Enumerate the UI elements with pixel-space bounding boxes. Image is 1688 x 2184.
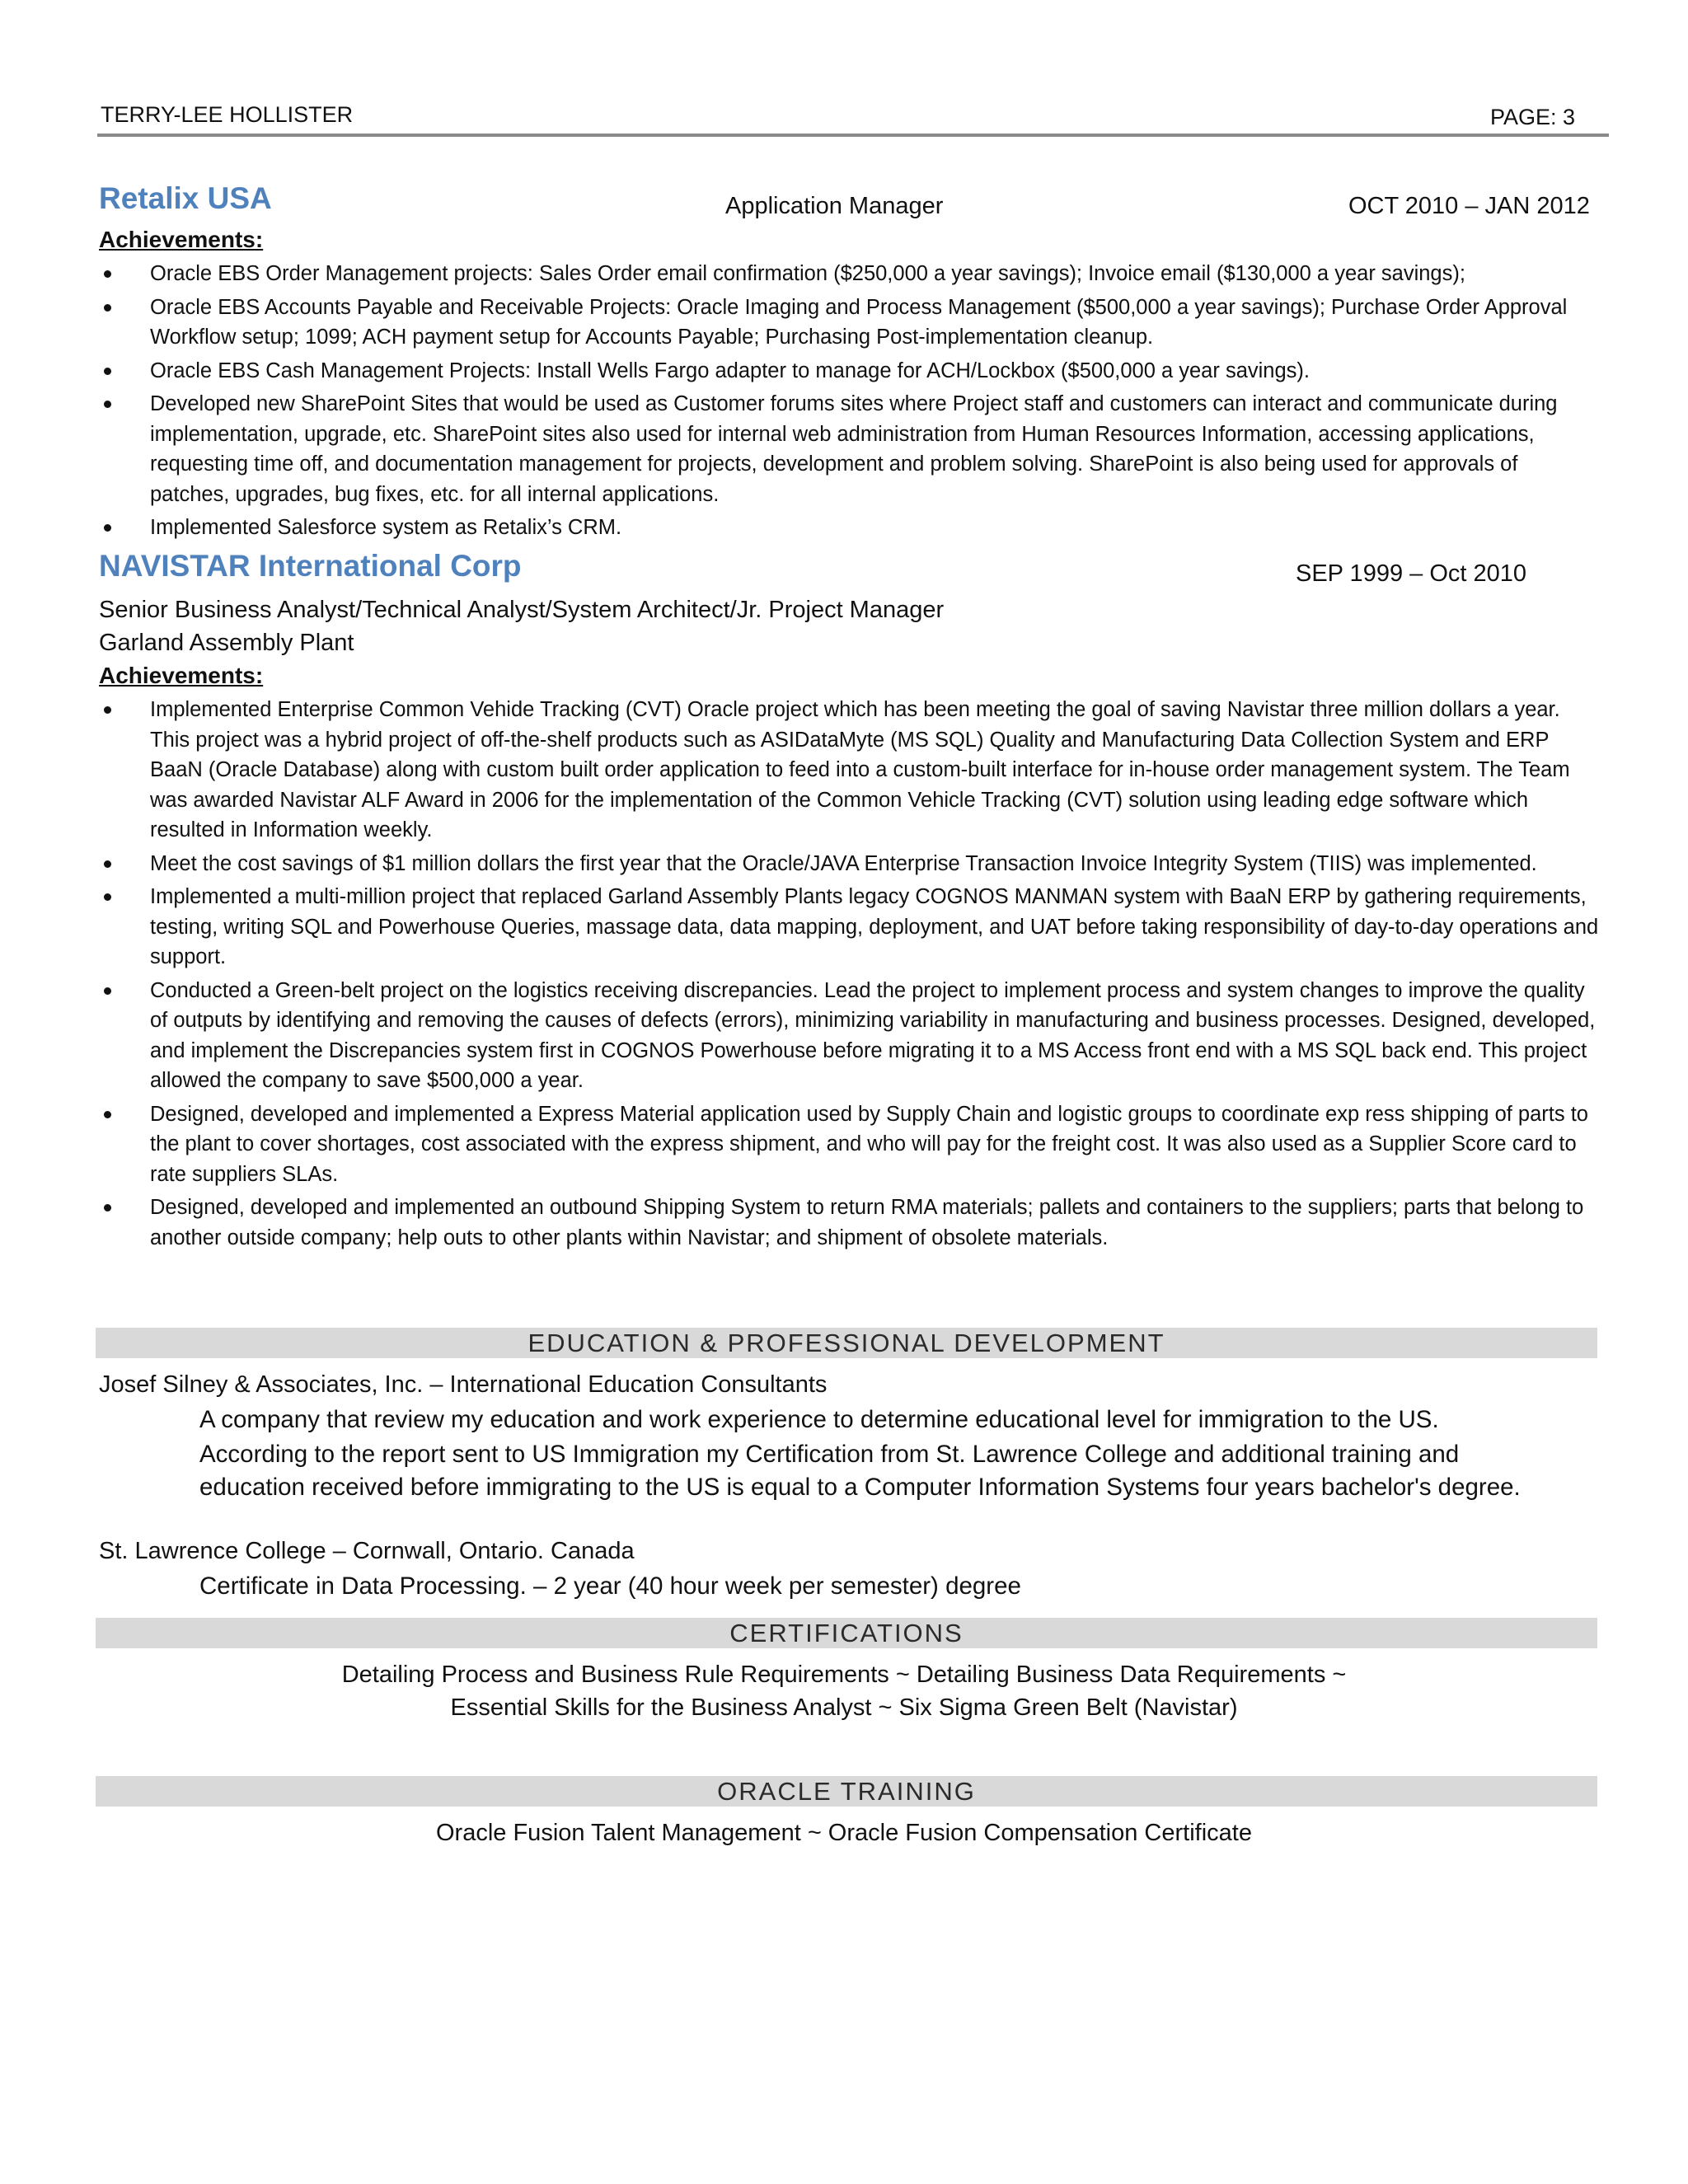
certifications-line: Detailing Process and Business Rule Requirements ~ Detailing Business Data Requirements ~: [341, 1661, 1347, 1688]
job-2-company: NAVISTAR International Corp: [99, 549, 522, 583]
education-entry-2-line: Certificate in Data Processing. – 2 year (40 hour week per semester) degree: [199, 1572, 1021, 1600]
list-item: Implemented a multi-million project that replaced Garland Assembly Plants legacy COGNOS MANMAN system with BaaN ERP by gathering requirements, testing, writing SQL and Powerhouse Queries, massage data, data mapping, deployment, and UAT before taking responsibility of day-to-day operations and support.: [99, 882, 1599, 972]
job-1-title: Application Manager: [725, 193, 944, 219]
header-rule: [97, 134, 1609, 137]
job-1-dates: OCT 2010 – JAN 2012: [1348, 193, 1590, 219]
header-name: TERRY-LEE HOLLISTER: [101, 102, 354, 127]
education-entry-2-name: St. Lawrence College – Cornwall, Ontario. Canada: [99, 1538, 635, 1564]
job-2-achievements-list: [99, 695, 1599, 1256]
job-2-dates: SEP 1999 – Oct 2010: [1296, 560, 1527, 587]
job-1-company: Retalix USA: [99, 181, 272, 215]
list-item: Conducted a Green-belt project on the logistics receiving discrepancies. Lead the project to implement process and system changes to improve the quality of outputs by identifying and removing the causes of defects (errors), minimizing variability in manufacturing and business processes. Designed, developed, and implement the Discrepancies system first in COGNOS Powerhouse before migrating it to a MS Access front end with a MS SQL back end. This project allowed the company to save $500,000 a year.: [99, 976, 1599, 1096]
list-item: Oracle EBS Order Management projects: Sales Order email confirmation ($250,000 a year savings); Invoice email ($130,000 a year savings);: [99, 259, 1599, 289]
list-item: Implemented Salesforce system as Retalix’s CRM.: [99, 513, 1599, 543]
certifications-heading: CERTIFICATIONS: [96, 1618, 1597, 1648]
list-item: Oracle EBS Accounts Payable and Receivable Projects: Oracle Imaging and Process Management ($500,000 a year savings); Purchase Order Approval Workflow setup; 1099; ACH payment setup for Accounts Payable; Purchasing Post-implementation cleanup.: [99, 293, 1599, 353]
job-2-achievements-label: Achievements:: [99, 663, 264, 688]
oracle-training-heading: ORACLE TRAINING: [96, 1776, 1597, 1807]
header-page-number: PAGE: 3: [1490, 105, 1576, 129]
list-item: Implemented Enterprise Common Vehide Tracking (CVT) Oracle project which has been meeting the goal of saving Navistar three million dollars a year. This project was a hybrid project of off-the-shelf products such as ASIDataMyte (MS SQL) Quality and Manufacturing Data Collection System and ERP BaaN (Oracle Database) along with custom built order application to feed into a custom-built interface for in-house order management system. The Team was awarded Navistar ALF Award in 2006 for the implementation of the Common Vehicle Tracking (CVT) solution using leading edge software which resulted in Information weekly.: [99, 695, 1599, 846]
education-entry-1-name: Josef Silney & Associates, Inc. – International Education Consultants: [99, 1371, 828, 1398]
job-2-title: Senior Business Analyst/Technical Analyst/System Architect/Jr. Project Manager: [99, 597, 945, 623]
list-item: Designed, developed and implemented a Express Material application used by Supply Chain and logistic groups to coordinate exp ress shipping of parts to the plant to cover shortages, cost associated with the express shipment, and who will pay for the freight cost. It was also used as a Supplier Score card to rate suppliers SLAs.: [99, 1099, 1599, 1190]
education-entry-1-line: education received before immigrating to the US is equal to a Computer Information Systems four years bachelor's degree.: [199, 1474, 1521, 1501]
job-1-achievements-list: [99, 259, 1599, 546]
list-item: Oracle EBS Cash Management Projects: Install Wells Fargo adapter to manage for ACH/Lockbox ($500,000 a year savings).: [99, 356, 1599, 387]
education-entry-1-line: A company that review my education and work experience to determine educational level for immigration to the US.: [199, 1406, 1439, 1433]
job-2-location: Garland Assembly Plant: [99, 630, 354, 656]
education-heading: EDUCATION & PROFESSIONAL DEVELOPMENT: [96, 1328, 1597, 1358]
list-item: Developed new SharePoint Sites that would be used as Customer forums sites where Project staff and customers can interact and communicate during implementation, upgrade, etc. SharePoint sites also used for internal web administration from Human Resources Information, accessing applications, requesting time off, and documentation management for projects, development and problem solving. SharePoint is also being used for approvals of patches, upgrades, bug fixes, etc. for all internal applications.: [99, 389, 1599, 509]
certifications-line: Essential Skills for the Business Analyst ~ Six Sigma Green Belt (Navistar): [450, 1694, 1238, 1721]
oracle-training-line: Oracle Fusion Talent Management ~ Oracle Fusion Compensation Certificate: [436, 1820, 1252, 1846]
education-entry-1-line: According to the report sent to US Immigration my Certification from St. Lawrence College and additional training and: [199, 1441, 1460, 1468]
job-1-achievements-label: Achievements:: [99, 227, 264, 252]
list-item: Meet the cost savings of $1 million dollars the first year that the Oracle/JAVA Enterprise Transaction Invoice Integrity System (TIIS) was implemented.: [99, 849, 1599, 879]
list-item: Designed, developed and implemented an outbound Shipping System to return RMA materials; pallets and containers to the suppliers; parts that belong to another outside company; help outs to other plants within Navistar; and shipment of obsolete materials.: [99, 1193, 1599, 1253]
